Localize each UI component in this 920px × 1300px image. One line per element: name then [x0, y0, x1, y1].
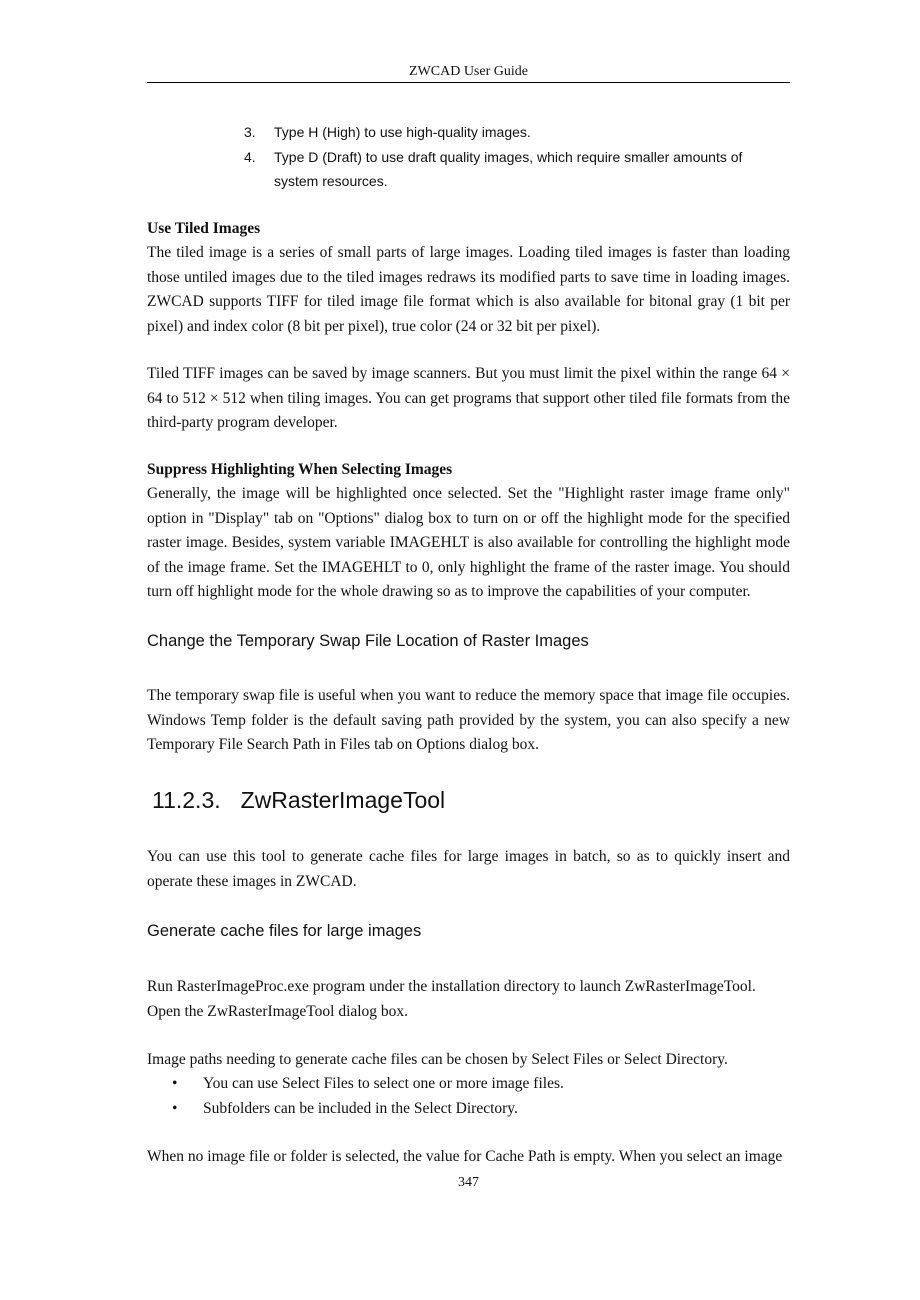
generate-cache-paragraph-1: Run RasterImageProc.exe program under the installation directory to launch ZwRasterImageTool. Open the ZwRasterImageTool dialog box.: [147, 978, 756, 1020]
list-item: [172, 1097, 790, 1122]
list-item: [244, 120, 790, 145]
page-number: 347: [458, 1175, 479, 1190]
list-item: [172, 1072, 790, 1097]
bullet-text: You can use Select Files to select one or more image files.: [203, 1075, 564, 1092]
section-title: ZwRasterImageTool: [240, 787, 446, 813]
suppress-highlighting-paragraph: Generally, the image will be highlighted once selected. Set the "Highlight raster image frame only" option in "Display" tab on "Options" dialog box to turn on or off the highlight mode for the specified raster image. Besides, system variable IMAGEHLT is also available for controlling the highlight mode of the image frame. Set the IMAGEHLT to 0, only highlight the frame of the raster image. You should turn off highlight mode for the whole drawing so as to improve the capabilities of your computer.: [147, 485, 790, 600]
section-intro-paragraph: You can use this tool to generate cache files for large images in batch, so as to quickly insert and operate these images in ZWCAD.: [147, 848, 790, 890]
generate-cache-heading: Generate cache files for large images: [147, 922, 422, 940]
swap-file-heading: Change the Temporary Swap File Location of Raster Images: [147, 632, 589, 650]
section-heading: [152, 787, 795, 814]
section-number: 11.2.3.: [152, 787, 221, 813]
bullet-list: [172, 1072, 790, 1121]
list-text: Type H (High) to use high-quality images.: [274, 124, 531, 140]
bullet-text: Subfolders can be included in the Select Directory.: [203, 1099, 518, 1117]
generate-cache-paragraph-2: Image paths needing to generate cache files can be chosen by Select Files or Select Directory.: [147, 1051, 728, 1068]
header-rule: [147, 82, 790, 83]
list-text: Type D (Draft) to use draft quality images, which require smaller amounts of system resources.: [274, 148, 743, 189]
numbered-list: [244, 120, 790, 194]
swap-file-paragraph: The temporary swap file is useful when you want to reduce the memory space that image file occupies. Windows Temp folder is the default saving path provided by the system, you can also specify a new Temporary File Search Path in Files tab on Options dialog box.: [147, 687, 790, 753]
bullet-icon: •: [172, 1099, 178, 1117]
tiled-images-heading: Use Tiled Images: [147, 220, 261, 237]
suppress-highlighting-heading: Suppress Highlighting When Selecting Images: [147, 461, 453, 478]
list-item: [244, 145, 790, 194]
list-number: 3.: [244, 124, 256, 140]
bullet-icon: •: [172, 1075, 178, 1092]
tiled-images-paragraph-2: Tiled TIFF images can be saved by image scanners. But you must limit the pixel within the range 64 × 64 to 512 × 512 when tiling images. You can get programs that support other tiled file formats from the third-party program developer.: [147, 365, 790, 431]
running-header: ZWCAD User Guide: [409, 64, 528, 79]
list-number: 4.: [244, 148, 256, 165]
generate-cache-paragraph-3: When no image file or folder is selected, the value for Cache Path is empty. When you select an image: [147, 1148, 783, 1165]
tiled-images-paragraph-1: The tiled image is a series of small parts of large images. Loading tiled images is faster than loading those untiled images due to the tiled images redraws its modified parts to save time in loading images. ZWCAD supports TIFF for tiled image file format which is also available for bitonal gray (1 bit per pixel) and index color (8 bit per pixel), true color (24 or 32 bit per pixel).: [147, 244, 790, 335]
